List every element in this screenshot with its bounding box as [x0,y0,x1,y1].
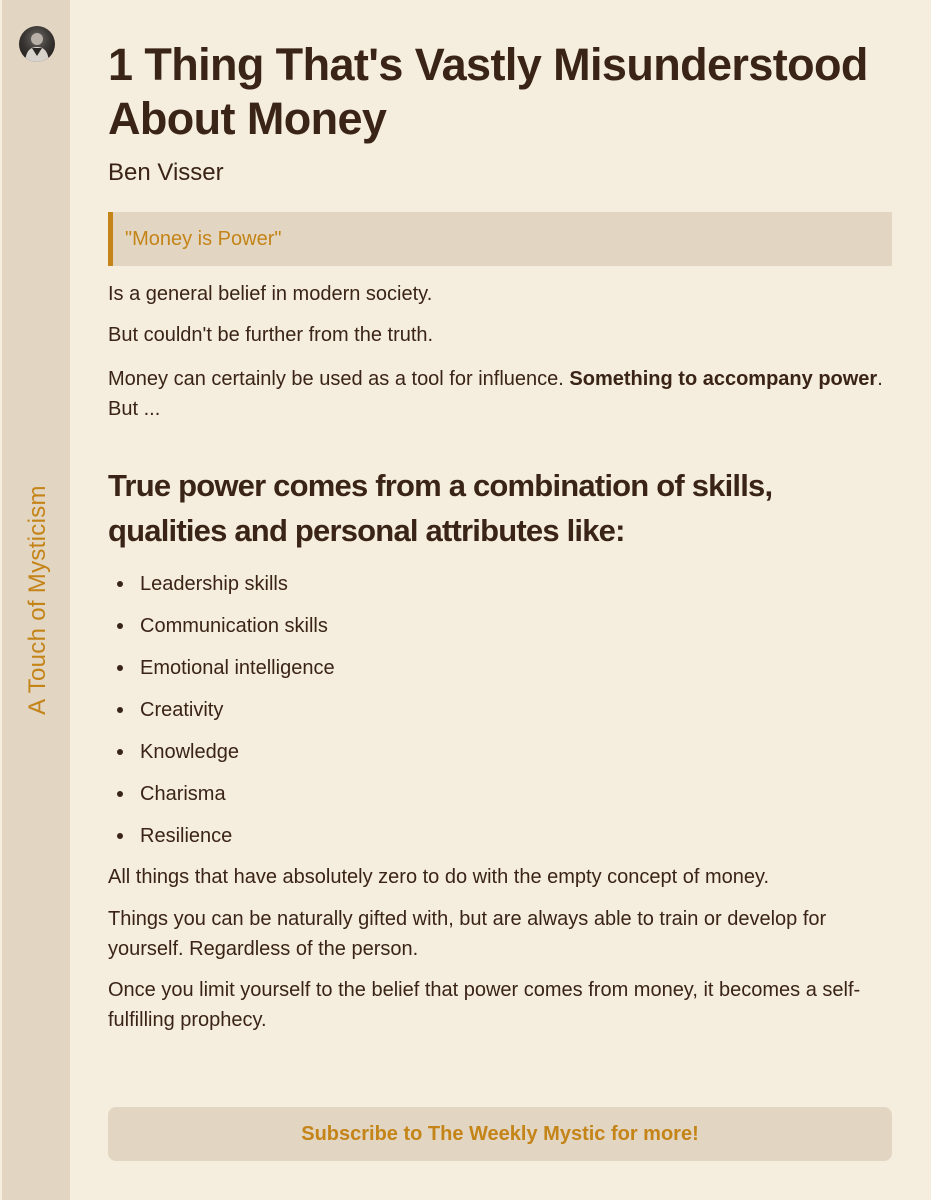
traits-list [108,569,892,863]
article [108,38,892,1035]
bullet-icon [117,623,123,629]
list-item-text: Charisma [140,783,226,805]
paragraph: Once you limit yourself to the belief that power comes from money, it becomes a self-fulfilling prophecy. [108,979,861,1031]
list-item [108,737,892,779]
article-title: 1 Thing That's Vastly Misunderstood About Money [108,39,868,144]
publication-name: A Touch of Mysticism [24,485,51,715]
bullet-icon [117,791,123,797]
list-item-text: Communication skills [140,615,328,637]
bullet-icon [117,749,123,755]
paragraph-text: . But ... [108,368,883,420]
bullet-icon [117,833,123,839]
paragraph: Is a general belief in modern society. [108,283,433,305]
list-item [108,569,892,611]
list-item-text: Knowledge [140,741,239,763]
section-heading: True power comes from a combination of skills, qualities and personal attributes like: [108,468,773,548]
paragraph: But couldn't be further from the truth. [108,324,434,346]
list-item [108,653,892,695]
list-item [108,821,892,863]
bold-emphasis: Something to accompany power [569,368,878,390]
list-item-text: Creativity [140,699,224,721]
bullet-icon [117,707,123,713]
paragraph-text: Money can certainly be used as a tool for influence. [108,368,570,390]
list-item-text: Leadership skills [140,573,288,595]
list-item-text: Resilience [140,825,233,847]
pull-quote: "Money is Power" [108,212,892,266]
list-item [108,611,892,653]
bullet-icon [117,665,123,671]
bullet-icon [117,581,123,587]
author-avatar[interactable] [19,26,55,62]
author-name: Ben Visser [108,159,224,186]
paragraph: All things that have absolutely zero to do with the empty concept of money. [108,866,770,888]
subscribe-button[interactable]: Subscribe to The Weekly Mystic for more! [108,1107,892,1161]
avatar-portrait-icon [19,26,55,62]
paragraph: Things you can be naturally gifted with, but are always able to train or develop for yourself. Regardless of the person. [108,908,827,960]
list-item [108,695,892,737]
paragraph [108,364,892,424]
sidebar [2,0,70,1200]
list-item [108,779,892,821]
list-item-text: Emotional intelligence [140,657,335,679]
